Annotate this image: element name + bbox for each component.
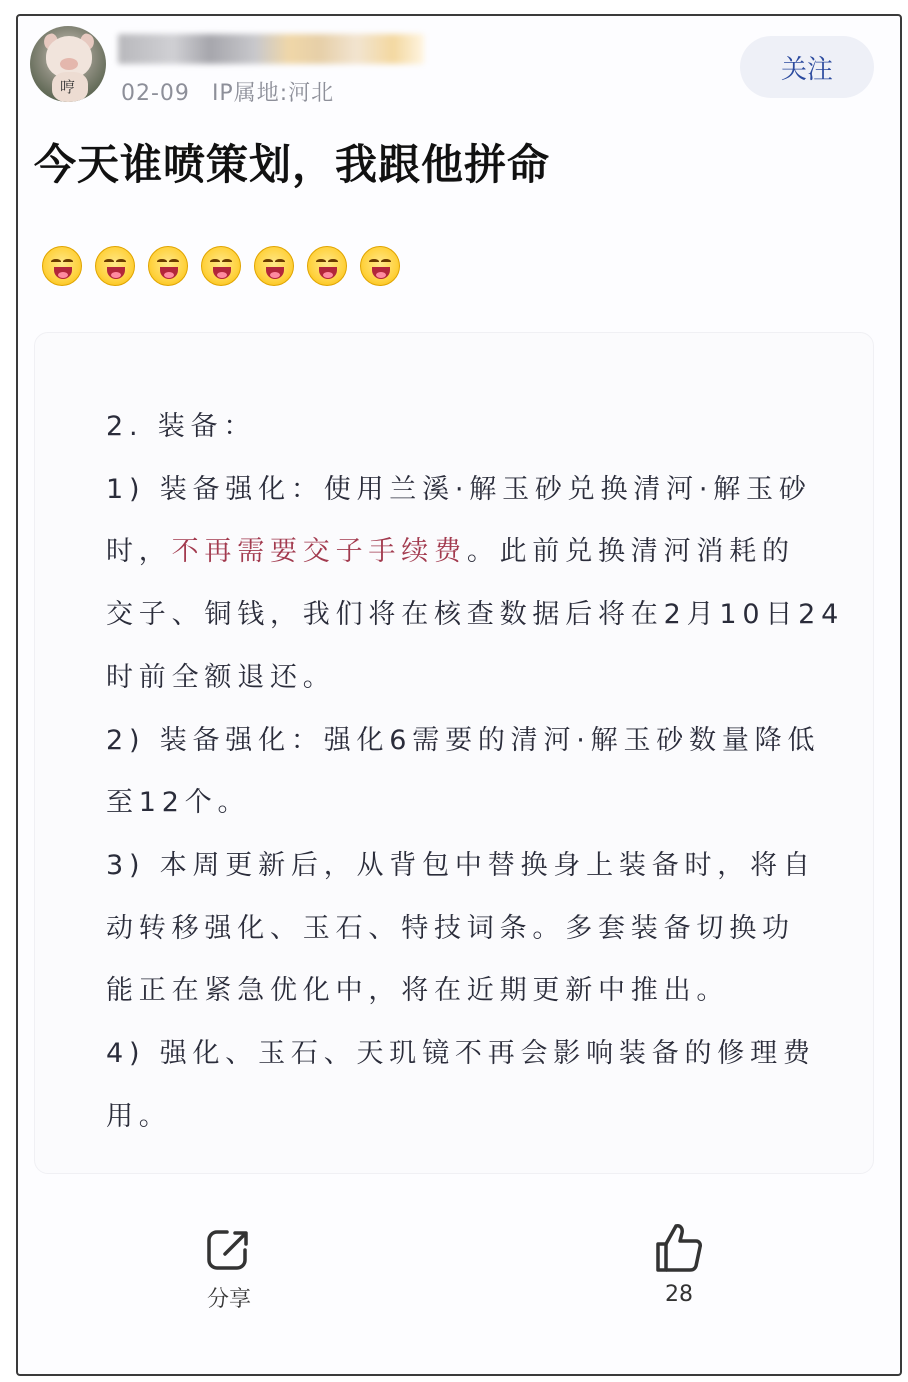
content-line: 至12个。 [106, 787, 251, 819]
content-line: 用。 [106, 1100, 172, 1132]
avatar-caption: 哼 [60, 78, 76, 96]
grinning-face-icon [201, 246, 241, 286]
content-line: 动转移强化、玉石、特技词条。多套装备切换功 [106, 912, 795, 944]
content-line: 3) 本周更新后，从背包中替换身上装备时，将自 [106, 849, 816, 881]
like-button[interactable] [646, 1222, 712, 1307]
grinning-face-icon [148, 246, 188, 286]
grinning-face-icon [307, 246, 347, 286]
content-line: 时前全额退还。 [106, 661, 336, 693]
content-line: 2) 装备强化：强化6需要的清河·解玉砂数量降低 [106, 724, 821, 756]
post-title: 今天谁喷策划，我跟他拼命 [34, 140, 551, 189]
content-line: 2. 装备： [106, 411, 257, 442]
username-blurred[interactable] [118, 34, 424, 64]
highlighted-text: 不再需要交子手续费 [171, 536, 467, 568]
content-line: 能正在紧急优化中，将在近期更新中推出。 [106, 975, 730, 1007]
grinning-face-icon [42, 246, 82, 286]
content-line: 交子、铜钱，我们将在核查数据后将在2月10日24 [106, 599, 845, 631]
content-line: 1) 装备强化：使用兰溪·解玉砂兑换清河·解玉砂 [106, 473, 812, 505]
grinning-face-icon [95, 246, 135, 286]
thumbs-up-icon [654, 1222, 704, 1274]
emoji-row [42, 246, 400, 286]
grinning-face-icon [254, 246, 294, 286]
follow-button[interactable]: 关注 [740, 36, 874, 98]
content-text: 。此前兑换清河消耗的 [466, 536, 795, 568]
ip-location: IP属地:河北 [211, 81, 335, 106]
avatar[interactable] [30, 26, 106, 102]
content-text: 时， [106, 536, 172, 568]
grinning-face-icon [360, 246, 400, 286]
like-count: 28 [665, 1282, 693, 1307]
announcement-text [106, 396, 845, 1148]
content-line: 4) 强化、玉石、天玑镜不再会影响装备的修理费 [106, 1038, 816, 1070]
content-line [106, 521, 832, 584]
share-icon [205, 1226, 253, 1274]
post-meta [121, 76, 334, 107]
share-button[interactable] [196, 1226, 262, 1313]
post-date: 02-09 [121, 81, 190, 106]
share-label: 分享 [206, 1287, 251, 1312]
avatar-pig-snout [60, 58, 78, 70]
